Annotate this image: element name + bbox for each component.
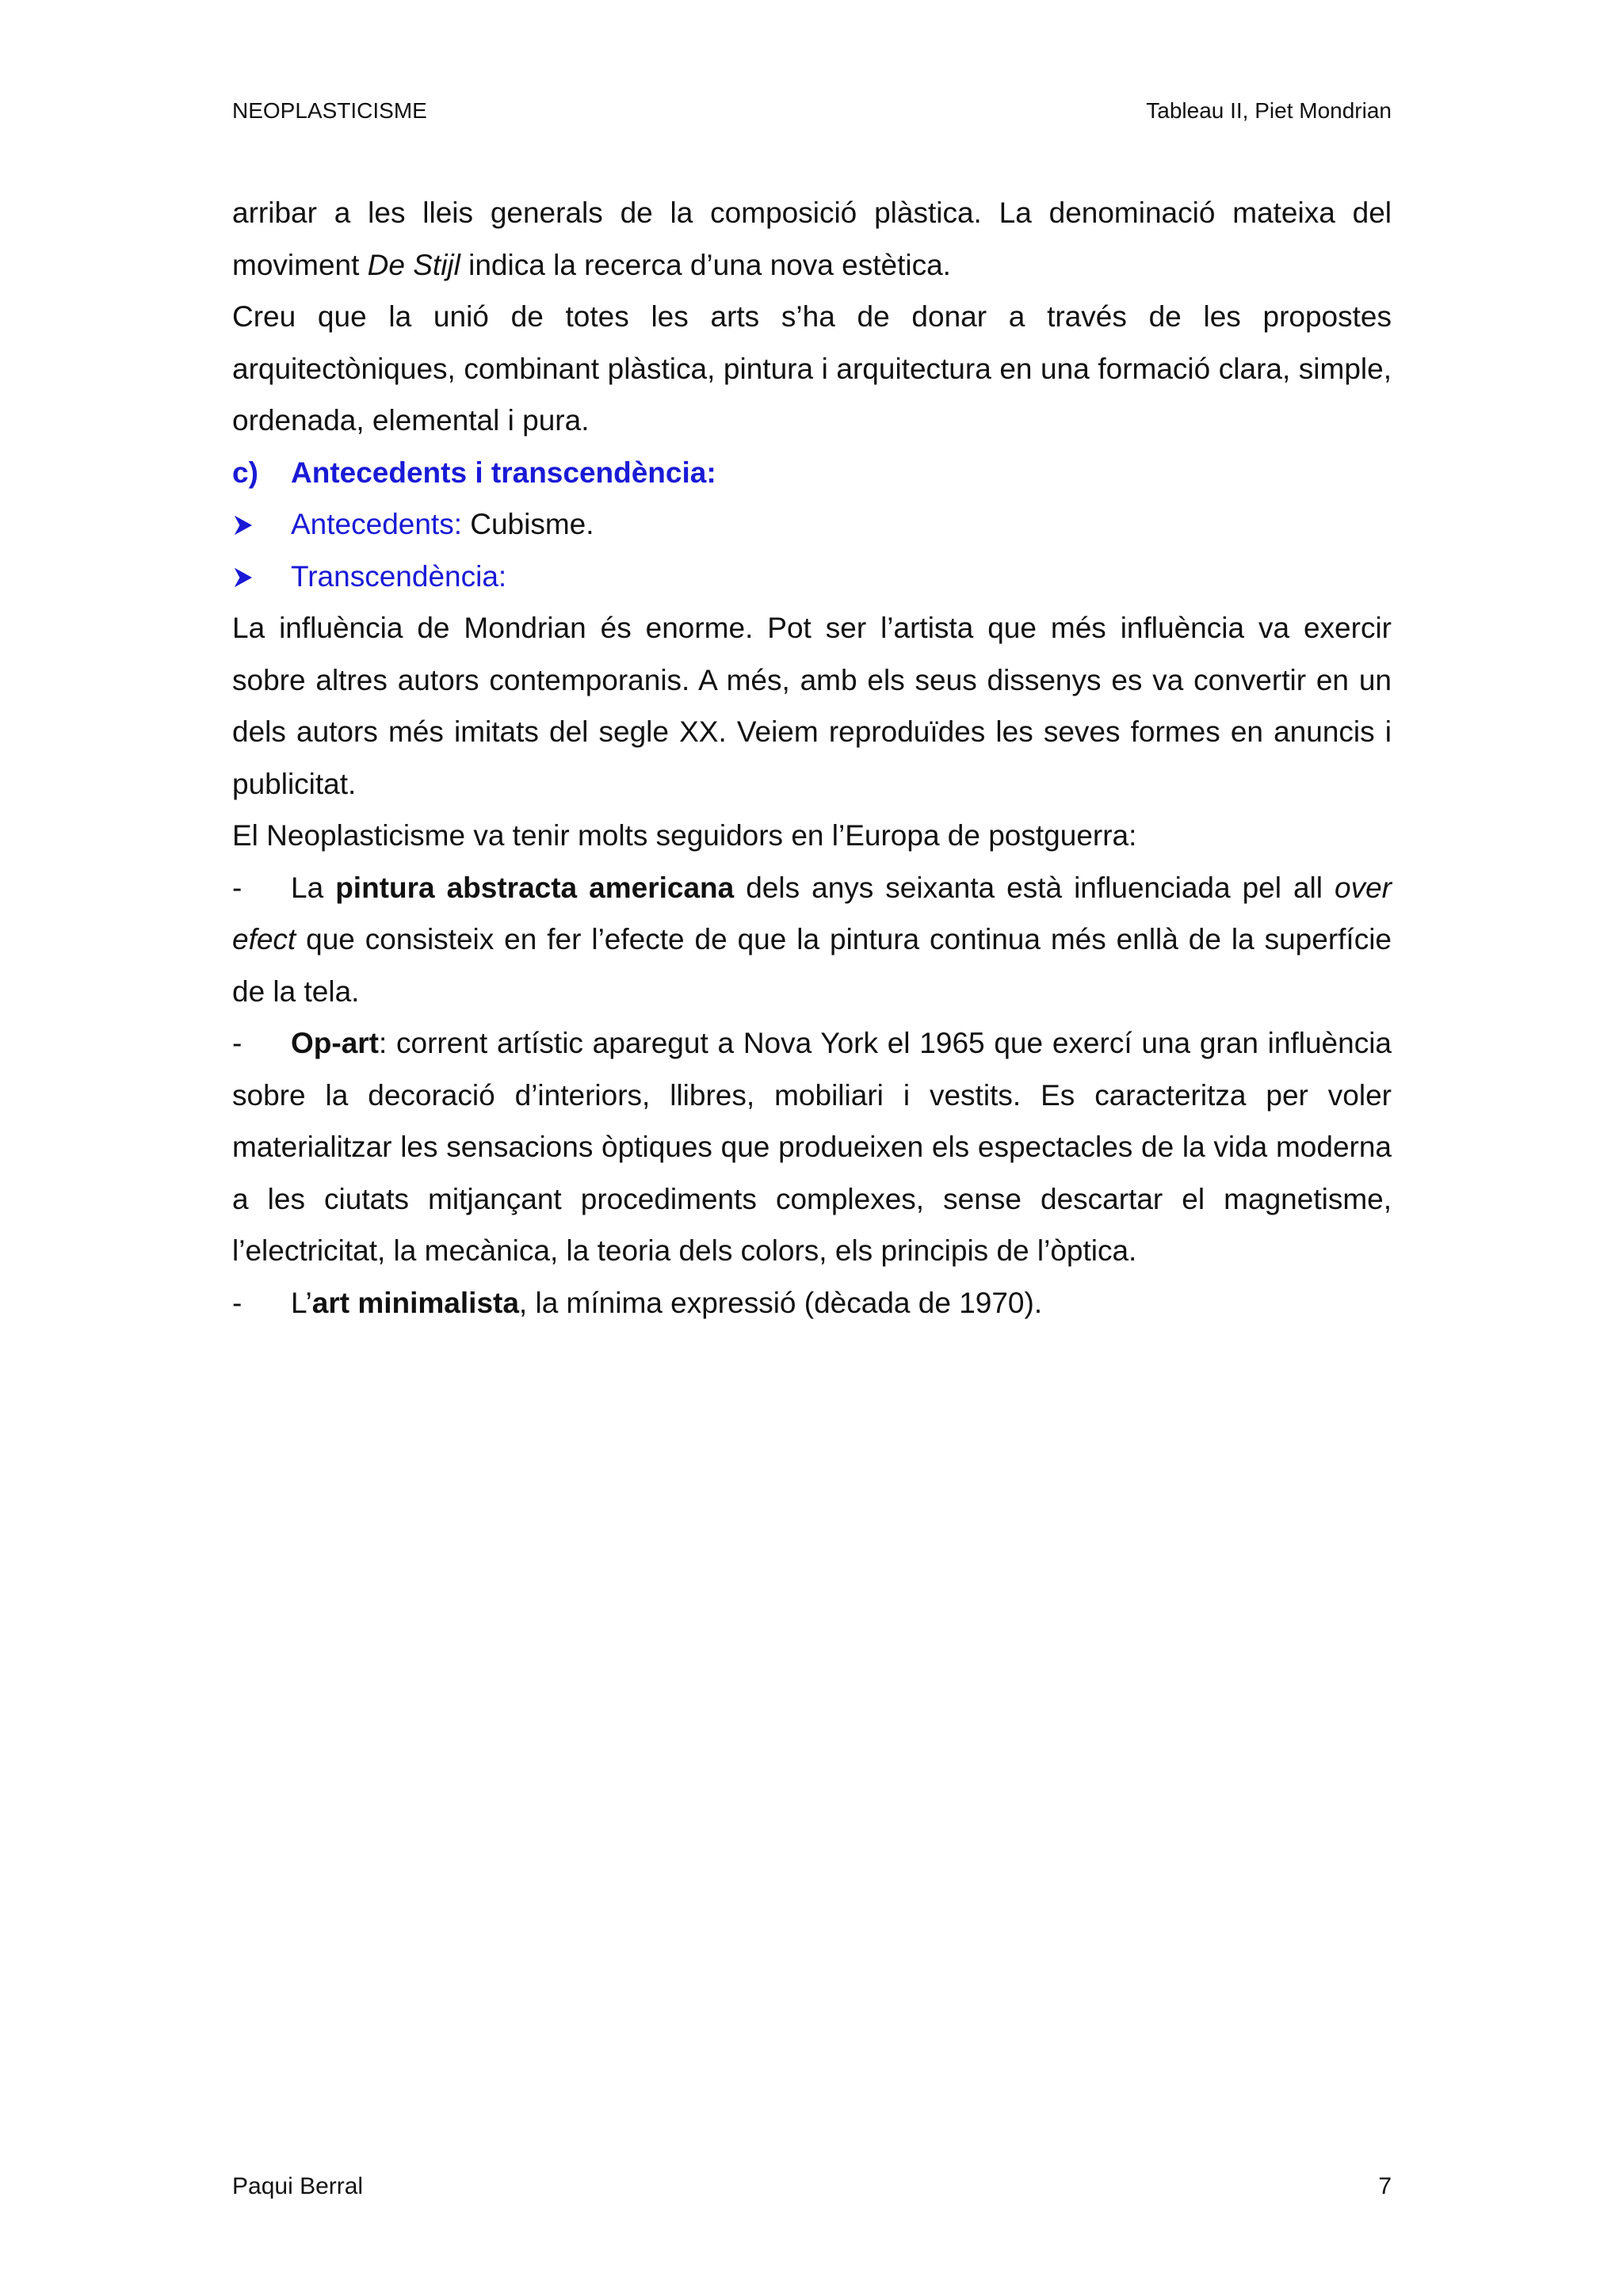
document-body xyxy=(232,187,1392,1329)
over-efect-italic: over efect xyxy=(232,871,1392,955)
list-item-minimal-art: - L’art minimalista, la mínima expressió (dècada de 1970). xyxy=(232,1277,1392,1329)
page-header xyxy=(232,95,1392,127)
op-art-bold: Op-art xyxy=(291,1027,379,1059)
dash-bullet: - xyxy=(232,871,242,904)
minimal-art-bold: art minimalista xyxy=(311,1286,519,1319)
footer-author: Paqui Berral xyxy=(232,2173,364,2199)
page-footer xyxy=(232,2171,1392,2203)
list-item-transcendencia xyxy=(232,551,1392,603)
de-stijl-italic: De Stijl xyxy=(367,248,460,281)
paragraph-followers: El Neoplasticisme va tenir molts seguidors en l’Europa de postguerra: xyxy=(232,819,1137,852)
paragraph-de-stijl: arribar a les lleis generals de la composició plàstica. La denominació mateixa del moviment De Stijl indica la recerca d’una nova estètica. xyxy=(232,196,1392,281)
section-title: Antecedents i transcendència: xyxy=(291,456,716,489)
header-title: NEOPLASTICISME xyxy=(232,98,427,123)
section-heading xyxy=(232,447,1392,499)
abstract-painting-bold: pintura abstracta americana xyxy=(335,871,735,904)
list-item-antecedents xyxy=(232,498,1392,551)
antecedents-value: Cubisme. xyxy=(461,508,594,540)
list-item-abstract-painting: - La pintura abstracta americana dels anys seixanta està influenciada pel all over efect que consisteix en fer l’efecte de que la pintura continua més enllà de la superfície de la tela. xyxy=(232,862,1392,1018)
dash-bullet: - xyxy=(232,1027,242,1059)
dash-bullet: - xyxy=(232,1286,242,1319)
section-marker: c) xyxy=(232,456,258,489)
list-item-op-art: - Op-art: corrent artístic aparegut a Nova York el 1965 que exercí una gran influència sobre la decoració d’interiors, llibres, mobiliari i vestits. Es caracteritza per voler materialitzar les sensacions òptiques que produeixen els espectacles de la vida moderna a les ciutats mitjançant procediments complexes, sense descartar el magnetisme, l’electricitat, la mecànica, la teoria dels colors, els principis de l’òptica. xyxy=(232,1017,1392,1277)
paragraph-influence: La influència de Mondrian és enorme. Pot ser l’artista que més influència va exercir sobre altres autors contemporanis. A més, amb els seus dissenys es va convertir en un dels autors més imitats del segle XX. Veiem reproduïdes les seves formes en anuncis i publicitat. xyxy=(232,612,1392,800)
header-subtitle: Tableau II, Piet Mondrian xyxy=(1146,98,1392,123)
transcendencia-label: Transcendència: xyxy=(291,559,507,593)
paragraph-union-arts: Creu que la unió de totes les arts s’ha de donar a través de les propostes arquitectòniques, combinant plàstica, pintura i arquitectura en una formació clara, simple, ordenada, elemental i pura. xyxy=(232,300,1392,437)
page-number: 7 xyxy=(1378,2173,1392,2199)
antecedents-label: Antecedents: xyxy=(291,508,462,540)
